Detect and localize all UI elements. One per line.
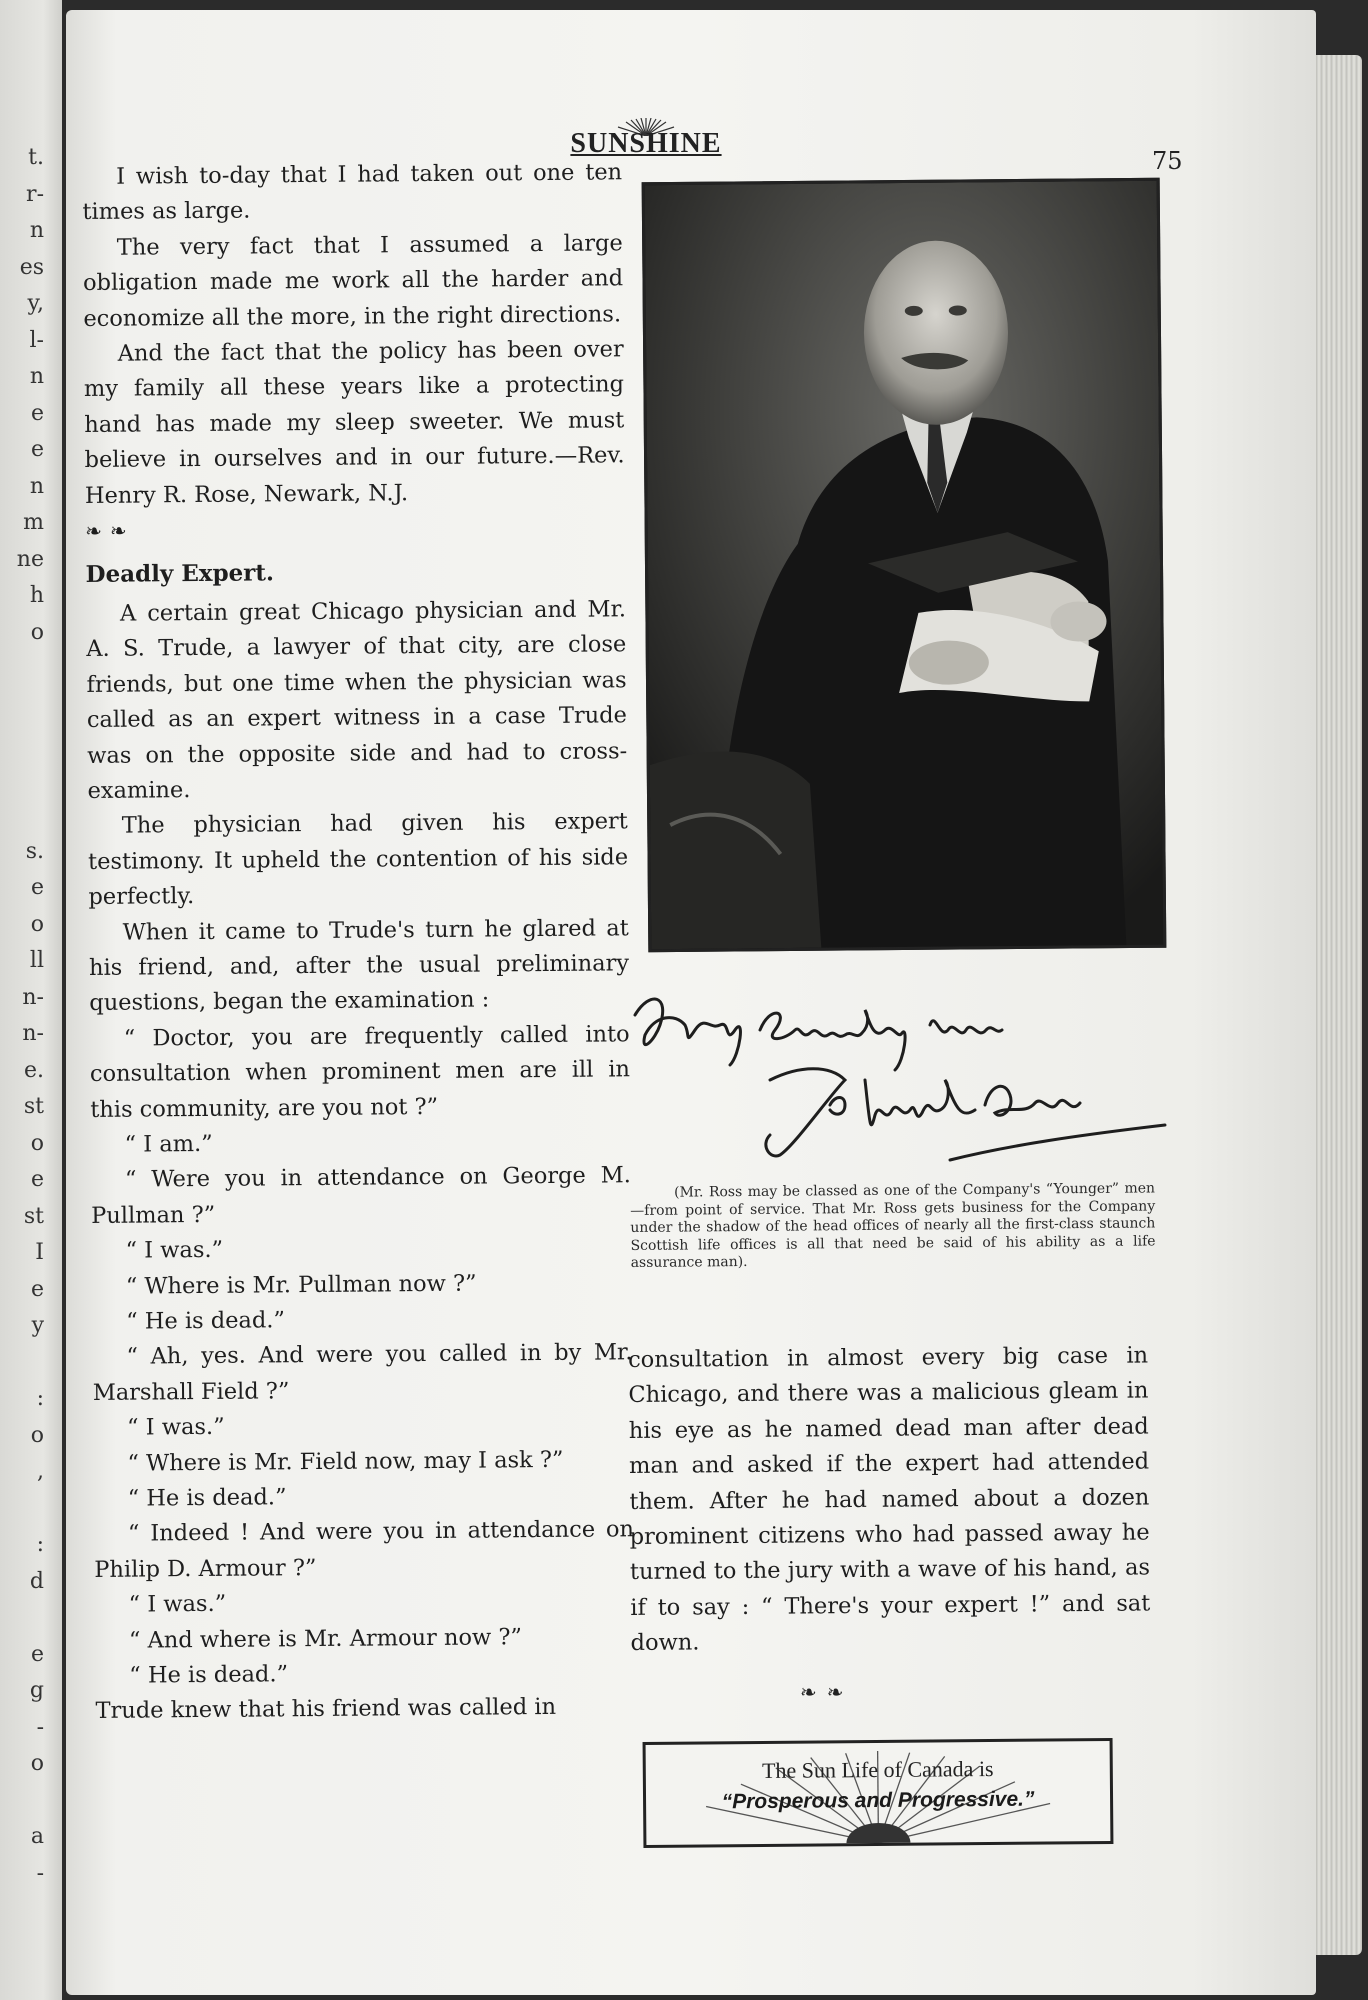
- left-page-fragment: ll: [29, 948, 44, 973]
- left-page-fragment: o: [30, 1422, 44, 1448]
- left-page-fragment: o: [30, 1130, 44, 1156]
- left-page-fragment: e: [30, 1167, 44, 1192]
- left-page-fragment: :: [36, 1386, 44, 1411]
- fleuron-ornament: ❧❧: [85, 518, 135, 544]
- dialogue-line: “ He is dead.”: [127, 1484, 287, 1512]
- left-page-fragment: [4, 651, 44, 688]
- ad-headline: The Sun Life of Canada is: [761, 1755, 994, 1784]
- left-page-fragment: a: [30, 1824, 44, 1849]
- left-page-fragment: ne: [16, 546, 44, 572]
- portrait-photo: [642, 178, 1167, 952]
- fleuron-ornament: ❧❧: [800, 1680, 854, 1704]
- masthead: [556, 118, 736, 158]
- left-page-fragment: -: [36, 1714, 44, 1740]
- ad-slogan: “Prosperous and Progressive.”: [721, 1787, 1035, 1814]
- left-page-fragment: r-: [26, 181, 44, 207]
- left-page-fragment: n-: [22, 984, 44, 1010]
- left-page-fragment: [4, 1783, 44, 1820]
- dialogue-line: “ And where is Mr. Armour now ?”: [128, 1623, 523, 1654]
- left-page-fragments: [4, 140, 44, 1892]
- left-page-fragment: :: [36, 1532, 44, 1557]
- dialogue-line: “ He is dead.”: [129, 1661, 289, 1689]
- left-page-fragment: g: [29, 1678, 44, 1703]
- dialogue-line: “ I was.”: [125, 1236, 224, 1264]
- caption-text: (Mr. Ross may be classed as one of the Company's “Younger” men—from point of service. That Mr. Ross gets business for the Company under the shadow of the head offices of nearly all the first-class staunch Scottish life offices is all that need be said of his ability as a life assurance man).: [630, 1180, 1156, 1272]
- left-page-fragment: y: [31, 1313, 44, 1338]
- paragraph: When it came to Trude's turn he glared at his friend, and, after the usual preliminary questions, began the examination :: [88, 914, 630, 1017]
- left-page-fragment: st: [23, 1203, 44, 1229]
- dialogue-line: “ Doctor, you are frequently called into consultation when prominent men are ill in this community, are you not ?”: [89, 1021, 631, 1123]
- left-page-fragment: m: [23, 510, 44, 535]
- left-page-fragment: [4, 797, 44, 834]
- dialogue-line: “ Were you in attendance on George M. Pullman ?”: [91, 1162, 631, 1229]
- left-page-fragment: s.: [25, 838, 44, 864]
- paragraph: I wish to-day that I had taken out one ten times as large.: [82, 159, 623, 226]
- left-page-fragment: e.: [23, 1057, 44, 1083]
- right-column: [628, 1338, 1151, 1661]
- left-page-fragment: n: [29, 473, 44, 499]
- left-page-fragment: [4, 761, 44, 798]
- dialogue-line: “ Ah, yes. And were you called in by Mr. Marshall Field ?”: [92, 1339, 633, 1406]
- left-page-edge: [0, 0, 62, 2000]
- article-heading: Deadly Expert.: [85, 559, 275, 589]
- left-page-fragment: -: [36, 1860, 44, 1886]
- dialogue-line: “ Where is Mr. Pullman now ?”: [125, 1270, 477, 1300]
- paragraph: The very fact that I assumed a large obligation made me work all the harder and economize all the more, in the right directions.: [82, 230, 624, 332]
- left-page-fragment: es: [19, 254, 44, 280]
- left-page-fragment: n-: [22, 1021, 44, 1046]
- paragraph: And the fact that the policy has been over my family all these years like a protecting hand has made my sleep sweeter. We must believe in ourselves and in our future.—Rev. Henry R. Rose, Newark, N.J.: [83, 336, 625, 509]
- paragraph: Trude knew that his friend was called in: [95, 1694, 557, 1725]
- dialogue-line: “ Where is Mr. Field now, may I ask ?”: [127, 1446, 564, 1477]
- paragraph: The physician had given his expert testimony. It upheld the contention of his side perfectly.: [88, 808, 629, 911]
- left-page-fragment: o: [30, 619, 44, 645]
- photo-caption: [630, 1180, 1156, 1273]
- left-page-fragment: e: [30, 1641, 44, 1667]
- left-page-fragment: y,: [27, 291, 44, 316]
- dialogue-line: “ He is dead.”: [126, 1307, 286, 1335]
- left-page-fragment: l-: [29, 327, 44, 353]
- handwritten-signature: [630, 985, 1170, 1185]
- left-page-fragment: h: [29, 583, 44, 608]
- left-page-fragment: e: [30, 875, 44, 900]
- left-page-fragment: [4, 688, 44, 725]
- dialogue-line: “ I was.”: [128, 1591, 227, 1618]
- portrait-image: [645, 181, 1164, 949]
- left-page-fragment: [4, 1600, 44, 1637]
- left-page-fragment: e: [30, 400, 44, 426]
- left-page-fragment: o: [30, 911, 44, 937]
- masthead-title: SUNSHINE: [570, 128, 722, 159]
- left-page-fragment: [4, 1491, 44, 1528]
- left-page-fragment: d: [29, 1568, 44, 1594]
- left-column: [82, 155, 636, 1730]
- left-page-fragment: e: [30, 1276, 44, 1302]
- dialogue-line: “ I am.”: [124, 1130, 213, 1158]
- paragraph: consultation in almost every big case in Chicago, and there was a malicious gleam in his eye as he named dead man after dead man and asked if the expert had attended them. After he had named about a dozen prominent citizens who had passed away he turned to the jury with a wave of his hand, as if to say : “ There's your expert !” and sat down.: [628, 1342, 1151, 1657]
- left-page-fragment: [4, 724, 44, 761]
- dialogue-line: “ I was.”: [126, 1414, 225, 1441]
- left-page-fragment: e: [30, 437, 44, 462]
- left-page-fragment: [4, 1345, 44, 1382]
- left-page-fragment: n: [29, 218, 44, 243]
- sun-life-advertisement: [643, 1738, 1114, 1848]
- left-page-fragment: t.: [28, 145, 44, 170]
- left-page-fragment: ,: [37, 1459, 44, 1484]
- left-page-fragment: I: [35, 1240, 44, 1265]
- left-page-fragment: st: [23, 1094, 44, 1119]
- paragraph: A certain great Chicago physician and Mr. A. S. Trude, a lawyer of that city, are close friends, but one time when the physician was called as an expert witness in a case Trude was on the opposite side and had to cross-examine.: [86, 596, 628, 804]
- page-number: 75: [1152, 147, 1183, 175]
- left-page-fragment: n: [29, 364, 44, 389]
- dialogue-line: “ Indeed ! And were you in attendance on Philip D. Armour ?”: [94, 1516, 635, 1583]
- left-page-fragment: o: [30, 1751, 44, 1776]
